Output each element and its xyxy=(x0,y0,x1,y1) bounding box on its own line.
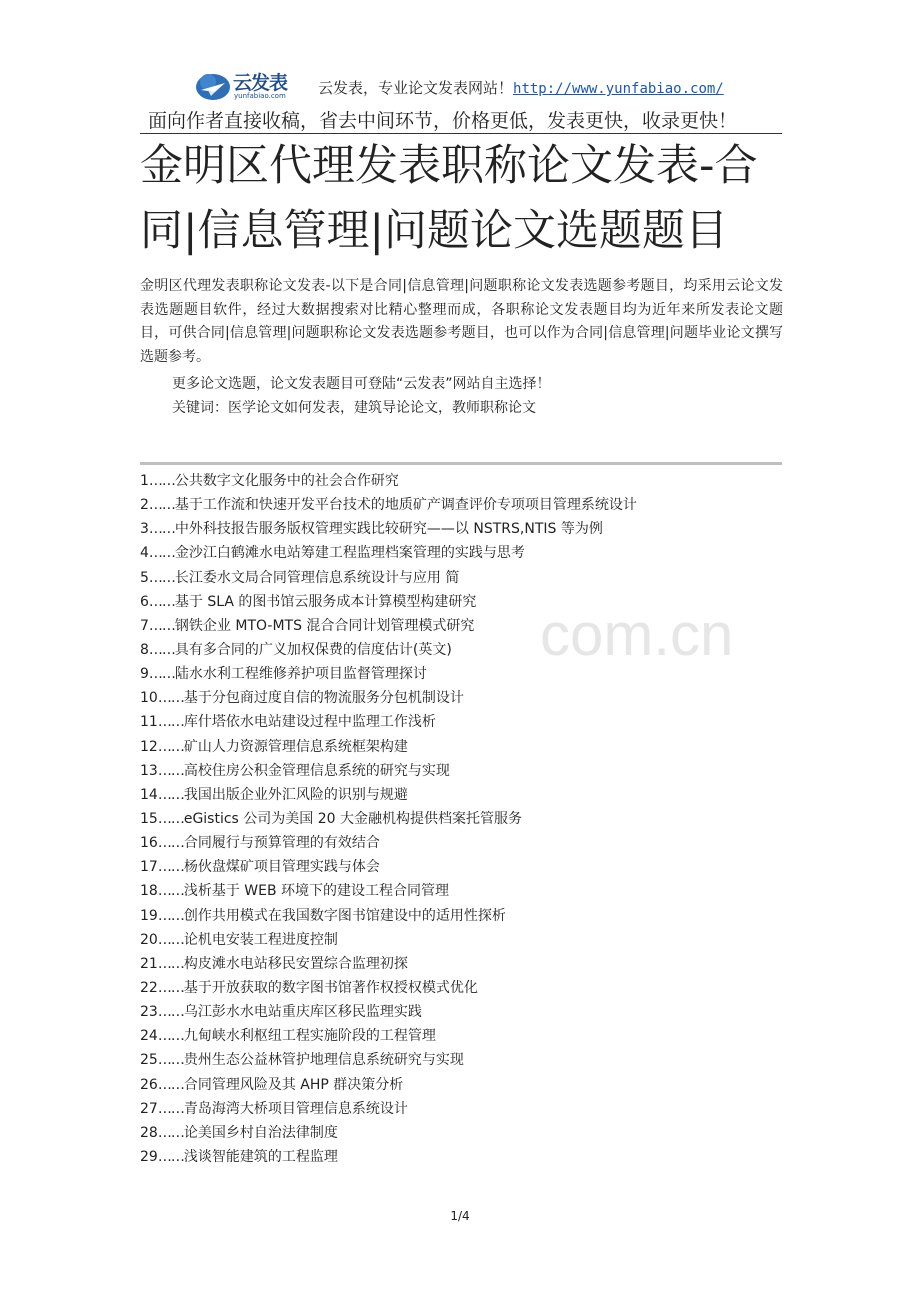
topic-item xyxy=(140,879,637,903)
topic-item xyxy=(140,517,637,541)
topic-item xyxy=(140,662,637,686)
leader-dots: …… xyxy=(157,1100,184,1117)
topic-number: 2 xyxy=(140,497,149,514)
page-number: 1/4 xyxy=(450,1209,470,1223)
leader-dots: …… xyxy=(157,1076,184,1093)
yunfabiao-logo[interactable] xyxy=(195,68,295,104)
list-divider xyxy=(140,462,782,465)
topic-title: 钢铁企业 MTO-MTS 混合合同计划管理模式研究 xyxy=(174,617,475,634)
topic-title: 库什塔依水电站建设过程中监理工作浅析 xyxy=(183,714,436,731)
topic-item xyxy=(140,831,637,855)
leader-dots: …… xyxy=(157,1124,184,1141)
topic-number: 21 xyxy=(140,955,158,972)
topic-item xyxy=(140,735,637,759)
topic-number: 5 xyxy=(140,569,149,586)
leader-dots: …… xyxy=(148,666,175,683)
leader-dots: …… xyxy=(148,473,175,489)
topic-number: 3 xyxy=(140,521,149,538)
leader-dots: …… xyxy=(157,907,184,924)
topic-list xyxy=(140,469,637,1169)
watermark: com.cn xyxy=(540,601,734,668)
topic-title: 具有多合同的广义加权保费的信度估计(英文) xyxy=(174,641,452,658)
topic-number: 19 xyxy=(140,907,158,924)
topic-item xyxy=(140,590,637,614)
topic-title: 合同管理风险及其 AHP 群决策分析 xyxy=(183,1076,404,1093)
leader-dots: …… xyxy=(157,1148,184,1165)
topic-title: 浅谈智能建筑的工程监理 xyxy=(183,1148,338,1165)
leader-dots: …… xyxy=(148,593,175,610)
topic-title: 构皮滩水电站移民安置综合监理初探 xyxy=(183,955,408,972)
leader-dots: …… xyxy=(148,521,175,538)
topic-title: 浅析基于 WEB 环境下的建设工程合同管理 xyxy=(183,883,450,900)
leader-dots: …… xyxy=(148,545,175,562)
leader-dots: …… xyxy=(148,569,175,586)
topic-item xyxy=(140,614,637,638)
topic-number: 22 xyxy=(140,979,158,996)
cloud-logo-icon xyxy=(195,70,231,102)
topic-number: 14 xyxy=(140,786,158,803)
topic-item xyxy=(140,1000,637,1024)
more-topics-note: 更多论文选题，论文发表题目可登陆“云发表”网站自主选择！ xyxy=(172,376,551,392)
leader-dots: …… xyxy=(157,1052,184,1069)
keywords-line: 关键词：医学论文如何发表，建筑导论论文，教师职称论文 xyxy=(172,400,536,416)
topic-number: 13 xyxy=(140,762,158,779)
topic-number: 1 xyxy=(140,473,149,489)
site-url-link[interactable]: http://www.yunfabiao.com/ xyxy=(513,81,724,97)
leader-dots: …… xyxy=(157,762,184,779)
logo-domain: yunfabiao.com xyxy=(234,92,286,100)
topic-item xyxy=(140,1121,637,1145)
topic-number: 25 xyxy=(140,1052,158,1069)
leader-dots: …… xyxy=(157,859,184,876)
topic-title: 高校住房公积金管理信息系统的研究与实现 xyxy=(183,762,450,779)
topic-number: 27 xyxy=(140,1100,158,1117)
topic-number: 18 xyxy=(140,883,158,900)
leader-dots: …… xyxy=(157,931,184,948)
topic-title: 矿山人力资源管理信息系统框架构建 xyxy=(183,738,408,755)
topic-title: 我国出版企业外汇风险的识别与规避 xyxy=(183,786,408,803)
leader-dots: …… xyxy=(157,810,184,827)
page-title: 金明区代理发表职称论文发表-合同|信息管理|问题论文选题题目 xyxy=(140,141,758,256)
topic-number: 4 xyxy=(140,545,149,562)
leader-dots: …… xyxy=(148,497,175,514)
topic-number: 9 xyxy=(140,666,149,683)
topic-number: 7 xyxy=(140,617,149,634)
logo-wordmark: 云发表 xyxy=(233,72,288,94)
topic-item xyxy=(140,566,637,590)
leader-dots: …… xyxy=(157,835,184,852)
topic-item xyxy=(140,928,637,952)
topic-number: 8 xyxy=(140,641,149,658)
topic-item xyxy=(140,710,637,734)
topic-title: 基于开放获取的数字图书馆著作权授权模式优化 xyxy=(183,979,478,996)
topic-number: 24 xyxy=(140,1028,158,1045)
topic-item xyxy=(140,783,637,807)
topic-item xyxy=(140,638,637,662)
topic-item xyxy=(140,952,637,976)
topic-item xyxy=(140,469,637,493)
topic-title: 创作共用模式在我国数字图书馆建设中的适用性探析 xyxy=(183,907,506,924)
page-header xyxy=(195,68,755,104)
topic-item xyxy=(140,1048,637,1072)
topic-item xyxy=(140,1073,637,1097)
slogan: 面向作者直接收稿，省去中间环节，价格更低，发表更快，收录更快！ xyxy=(148,110,738,132)
topic-title: 金沙江白鹤滩水电站筹建工程监理档案管理的实践与思考 xyxy=(174,545,525,562)
topic-number: 23 xyxy=(140,1004,158,1021)
leader-dots: …… xyxy=(148,641,175,658)
topic-title: 合同履行与预算管理的有效结合 xyxy=(183,835,380,852)
topic-title: 贵州生态公益林管护地理信息系统研究与实现 xyxy=(183,1052,464,1069)
topic-number: 29 xyxy=(140,1148,158,1165)
tagline-text: 云发表，专业论文发表网站！ xyxy=(318,79,514,97)
topic-item xyxy=(140,904,637,928)
topic-number: 16 xyxy=(140,835,158,852)
topic-number: 6 xyxy=(140,593,149,610)
topic-item xyxy=(140,1145,637,1169)
intro-paragraph: 金明区代理发表职称论文发表-以下是合同|信息管理|问题职称论文发表选题参考题目，均采用云论文发表选题题目软件，经过大数据搜索对比精心整理而成，各职称论文发表题目均为近年来所发表论文题目，可供合同|信息管理|问题职称论文发表选题参考题目，也可以作为合同|信息管理|问题毕业论文撰写选题参考。 xyxy=(140,278,783,365)
topic-item xyxy=(140,541,637,565)
topic-title: 杨伙盘煤矿项目管理实践与体会 xyxy=(183,859,380,876)
topic-title: 论机电安装工程进度控制 xyxy=(183,931,338,948)
topic-number: 17 xyxy=(140,859,158,876)
topic-title: 基于工作流和快速开发平台技术的地质矿产调查评价专项项目管理系统设计 xyxy=(174,497,637,514)
topic-item xyxy=(140,1097,637,1121)
topic-item xyxy=(140,1024,637,1048)
leader-dots: …… xyxy=(157,738,184,755)
topic-item xyxy=(140,686,637,710)
leader-dots: …… xyxy=(157,979,184,996)
topic-title: 公共数字文化服务中的社会合作研究 xyxy=(174,473,399,489)
topic-item xyxy=(140,759,637,783)
topic-item xyxy=(140,807,637,831)
topic-number: 26 xyxy=(140,1076,158,1093)
topic-item xyxy=(140,493,637,517)
topic-number: 15 xyxy=(140,810,158,827)
topic-title: 长江委水文局合同管理信息系统设计与应用 简 xyxy=(174,569,460,586)
topic-title: 九甸峡水利枢纽工程实施阶段的工程管理 xyxy=(183,1028,436,1045)
topic-number: 20 xyxy=(140,931,158,948)
topic-title: eGistics 公司为美国 20 大金融机构提供档案托管服务 xyxy=(183,810,523,827)
topic-title: 陆水水利工程维修养护项目监督管理探讨 xyxy=(174,666,427,683)
header-tagline xyxy=(318,77,724,98)
topic-number: 12 xyxy=(140,738,158,755)
leader-dots: …… xyxy=(157,786,184,803)
leader-dots: …… xyxy=(157,883,184,900)
topic-title: 论美国乡村自治法律制度 xyxy=(183,1124,338,1141)
topic-title: 中外科技报告服务版权管理实践比较研究——以 NSTRS,NTIS 等为例 xyxy=(174,521,603,538)
leader-dots: …… xyxy=(157,690,184,707)
topic-title: 乌江彭水水电站重庆库区移民监理实践 xyxy=(183,1004,422,1021)
topic-title: 基于 SLA 的图书馆云服务成本计算模型构建研究 xyxy=(174,593,477,610)
topic-item xyxy=(140,976,637,1000)
leader-dots: …… xyxy=(157,955,184,972)
topic-item xyxy=(140,855,637,879)
leader-dots: …… xyxy=(148,617,175,634)
topic-number: 10 xyxy=(140,690,158,707)
topic-number: 11 xyxy=(140,714,158,731)
topic-title: 青岛海湾大桥项目管理信息系统设计 xyxy=(183,1100,408,1117)
leader-dots: …… xyxy=(157,1028,184,1045)
leader-dots: …… xyxy=(157,1004,184,1021)
topic-title: 基于分包商过度自信的物流服务分包机制设计 xyxy=(183,690,464,707)
topic-number: 28 xyxy=(140,1124,158,1141)
leader-dots: …… xyxy=(157,714,184,731)
